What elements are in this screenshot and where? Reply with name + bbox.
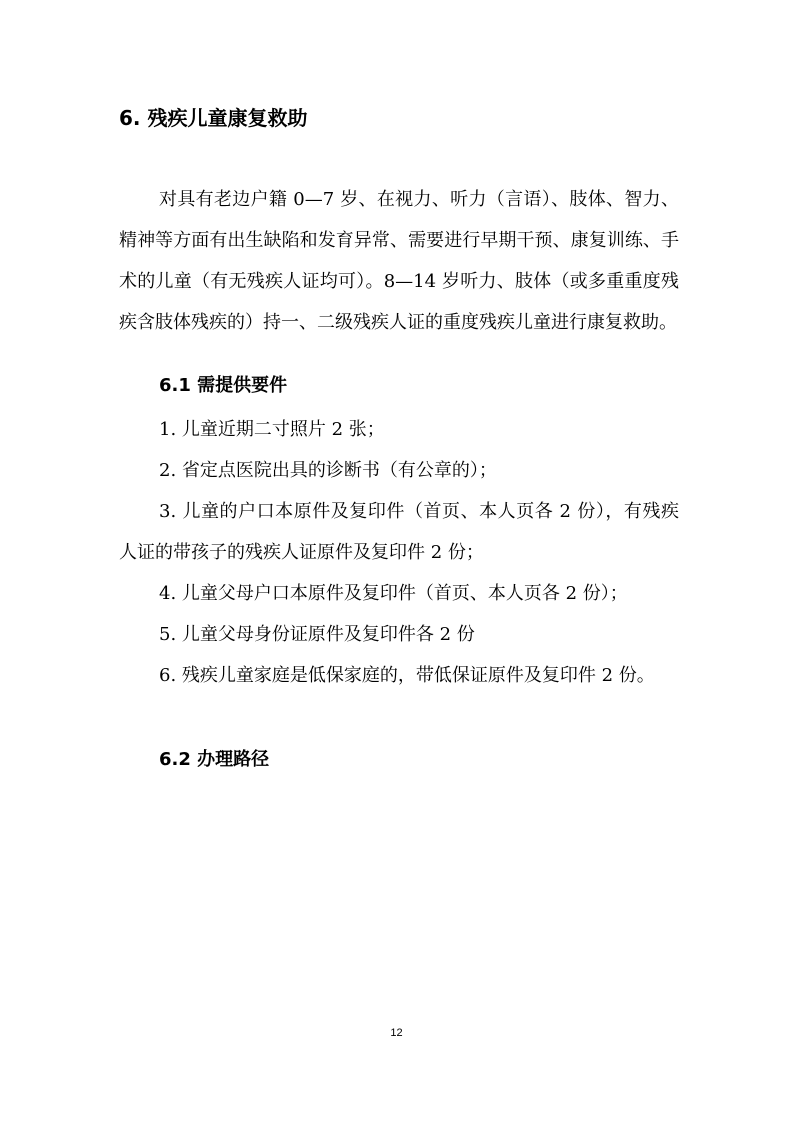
requirement-item-6: 6. 残疾儿童家庭是低保家庭的，带低保证原件及复印件 2 份。 xyxy=(159,665,655,686)
requirement-item-1: 1. 儿童近期二寸照片 2 张； xyxy=(159,419,385,440)
section-description: 对具有老边户籍 0—7 岁、在视力、听力（言语）、肢体、智力、精神等方面有出生缺陷和发育异常、需要进行早期干预、康复训练、手术的儿童（有无残疾人证均可）。8—14 岁听力、肢体（或多重重度残疾含肢体残疾的）持一、二级残疾人证的重度残疾儿童进行康复救助。 xyxy=(119,189,679,333)
page-number: 12 xyxy=(390,1027,403,1039)
requirements-list xyxy=(119,409,679,696)
requirement-item-2: 2. 省定点医院出具的诊断书（有公章的）； xyxy=(159,460,497,481)
section-title: 6. 残疾儿童康复救助 xyxy=(119,106,308,130)
requirement-item-5: 5. 儿童父母身份证原件及复印件各 2 份 xyxy=(159,624,475,645)
requirement-item-4: 4. 儿童父母户口本原件及复印件（首页、本人页各 2 份）； xyxy=(159,583,628,604)
process-heading: 6.2 办理路径 xyxy=(159,749,270,770)
requirements-heading: 6.1 需提供要件 xyxy=(159,375,288,396)
requirement-item-3: 3. 儿童的户口本原件及复印件（首页、本人页各 2 份），有残疾人证的带孩子的残疾人证原件及复印件 2 份； xyxy=(119,501,679,563)
